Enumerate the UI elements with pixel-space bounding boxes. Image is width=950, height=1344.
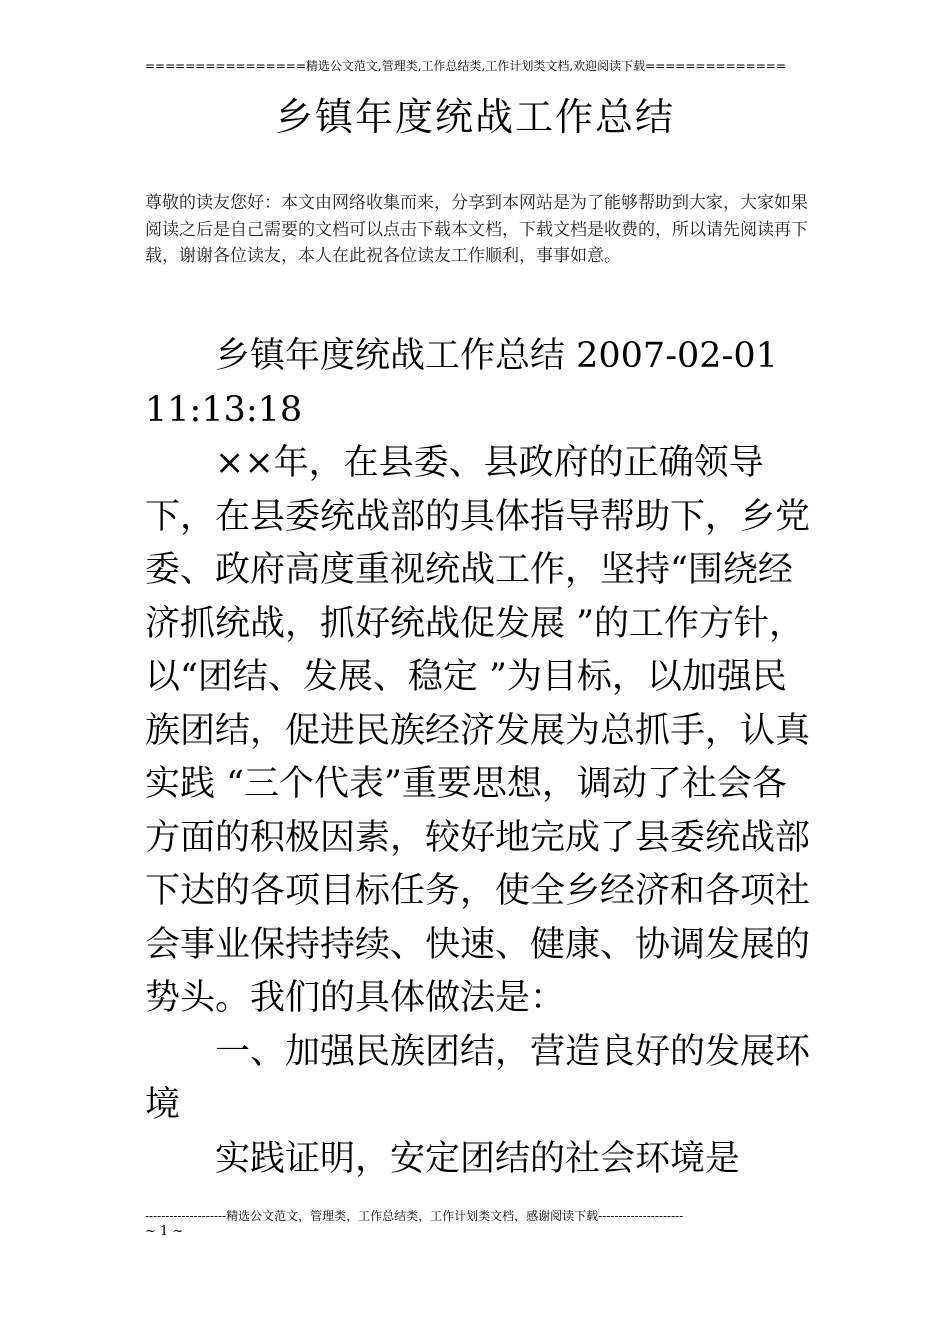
document-title: 乡镇年度统战工作总结 [274, 95, 675, 139]
header-banner: ================精选公文范文,管理类,工作总结类,工作计划类文档,欢迎阅读下载============== [145, 59, 786, 73]
document-body [145, 330, 815, 1186]
body-paragraph-heading-date: 乡镇年度统战工作总结 2007-02-01 11:13:18 [145, 336, 778, 430]
page-number: ~ 1 ~ [145, 1224, 184, 1239]
body-paragraph-main: ××年，在县委、县政府的正确领导下，在县委统战部的具体指导帮助下，乡党委、政府高度重视统战工作，坚持“围绕经济抓统战，抓好统战促发展 ”的工作方针，以“团结、发展、稳定 ”为目标，以加强民族团结，促进民族经济发展为总抓手，认真实践 “三个代表”重要思想，调动了社会各方面的积极因素，较好地完成了县委统战部下达的各项目标任务，使全乡经济和各项社会事业保持持续、快速、健康、协调发展的势头。我们的具体做法是： [145, 443, 811, 1018]
intro-notice: 尊敬的读友您好：本文由网络收集而来，分享到本网站是为了能够帮助到大家，大家如果阅读之后是自己需要的文档可以点击下载本文档，下载文档是收费的，所以请先阅读再下载，谢谢各位读友，本人在此祝各位读友工作顺利，事事如意。 [145, 193, 808, 266]
body-paragraph-section-one: 一、加强民族团结，营造良好的发展环境 [145, 1031, 811, 1125]
footer-banner: --------------------精选公文范文，管理类，工作总结类，工作计划类文档，感谢阅读下载--------------------- [145, 1209, 684, 1223]
body-paragraph-continuation: 实践证明，安定团结的社会环境是 [215, 1138, 741, 1179]
